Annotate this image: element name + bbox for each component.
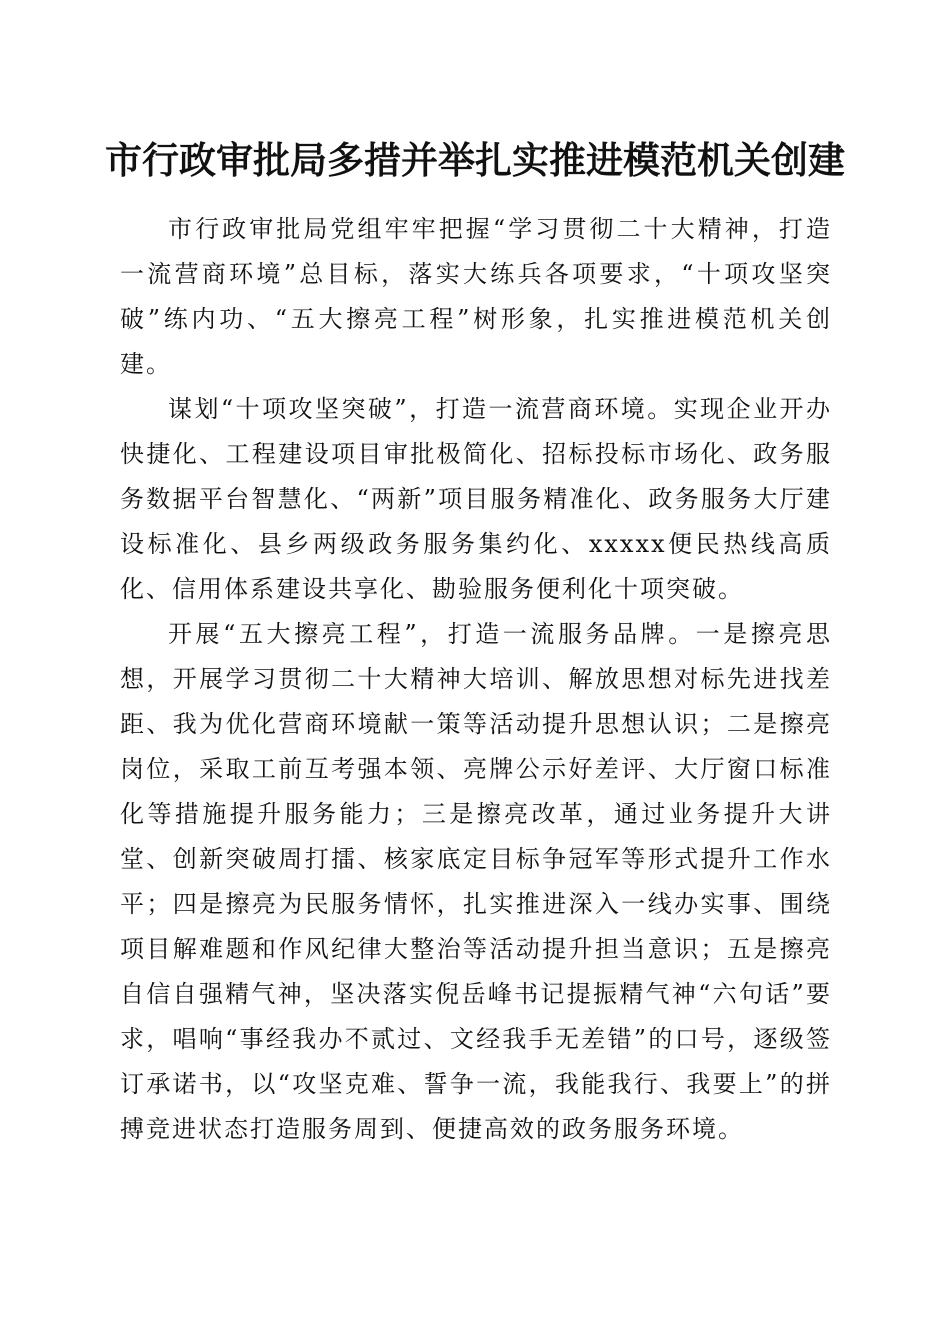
document-body: [120, 207, 832, 1152]
paragraph-ten-breakthroughs: 谋划“十项攻坚突破”，打造一流营商环境。实现企业开办快捷化、工程建设项目审批极简化、招标投标市场化、政务服务数据平台智慧化、“两新”项目服务精准化、政务服务大厅建设标准化、县乡两级政务服务集约化、xxxxx便民热线高质化、信用体系建设共享化、勘验服务便利化十项突破。: [120, 395, 832, 603]
paragraph-five-projects: 开展“五大擦亮工程”，打造一流服务品牌。一是擦亮思想，开展学习贯彻二十大精神大培训、解放思想对标先进找差距、我为优化营商环境献一策等活动提升思想认识；二是擦亮岗位，采取工前互考强本领、亮牌公示好差评、大厅窗口标准化等措施提升服务能力；三是擦亮改革，通过业务提升大讲堂、创新突破周打擂、核家底定目标争冠军等形式提升工作水平；四是擦亮为民服务情怀，扎实推进深入一线办实事、围绕项目解难题和作风纪律大整治等活动提升担当意识；五是擦亮自信自强精气神，坚决落实倪岳峰书记提振精气神“六句话”要求，唱响“事经我办不贰过、文经我手无差错”的口号，逐级签订承诺书，以“攻坚克难、誓争一流，我能我行、我要上”的拼搏竞进状态打造服务周到、便捷高效的政务服务环境。: [120, 620, 832, 1143]
paragraph-intro: 市行政审批局党组牢牢把握“学习贯彻二十大精神，打造一流营商环境”总目标，落实大练兵各项要求，“十项攻坚突破”练内功、“五大擦亮工程”树形象，扎实推进模范机关创建。: [120, 215, 832, 378]
document-title: 市行政审批局多措并举扎实推进模范机关创建: [105, 138, 845, 182]
